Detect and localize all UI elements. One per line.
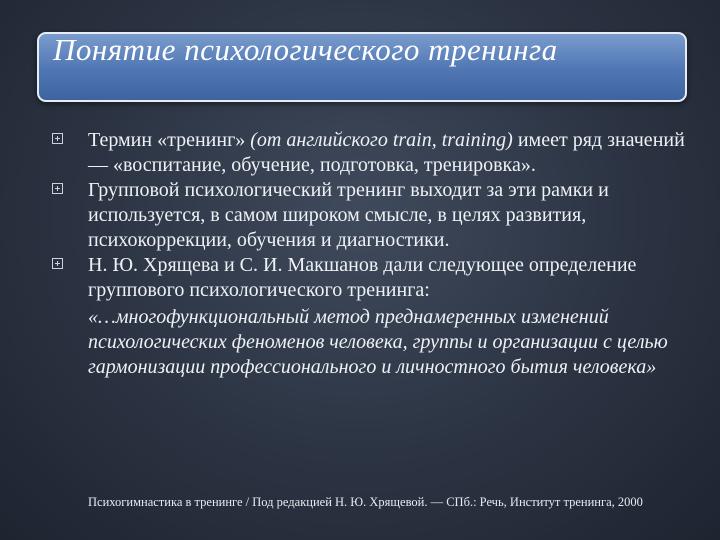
bullet-1-text-end: имеет ряд значений — «воспитание, обучение, подготовка, тренировка». xyxy=(88,129,685,176)
bullet-1-text: Термин «тренинг» xyxy=(88,129,251,151)
bullet-1-italic: (от английского train, training) xyxy=(250,129,513,151)
boxed-plus-bullet-icon xyxy=(52,133,63,144)
slide-title: Понятие психологического тренинга xyxy=(53,32,558,67)
list-item xyxy=(52,128,692,178)
bullet-list xyxy=(52,128,692,380)
source-citation: Психогимнастика в тренинге / Под редакцией Н. Ю. Хрящевой. — СПб.: Речь, Институт тренинга, 2000 xyxy=(88,495,643,509)
list-item xyxy=(52,253,692,380)
title-box xyxy=(37,32,687,102)
list-item xyxy=(52,178,692,253)
definition-quote: «…многофункциональный метод преднамеренных изменений психологических феноменов человека, группы и организации с целью гармонизации профессионального и личностного бытия человека» xyxy=(88,306,668,378)
bullet-2-text: Групповой психологический тренинг выходит за эти рамки и используется, в самом широком смысле, в целях развития, психокоррекции, обучения и диагностики. xyxy=(88,179,609,251)
boxed-plus-bullet-icon xyxy=(52,258,63,269)
bullet-3-text: Н. Ю. Хрящева и С. И. Макшанов дали следующее определение группового психологического тренинга: xyxy=(88,254,637,301)
boxed-plus-bullet-icon xyxy=(52,183,63,194)
